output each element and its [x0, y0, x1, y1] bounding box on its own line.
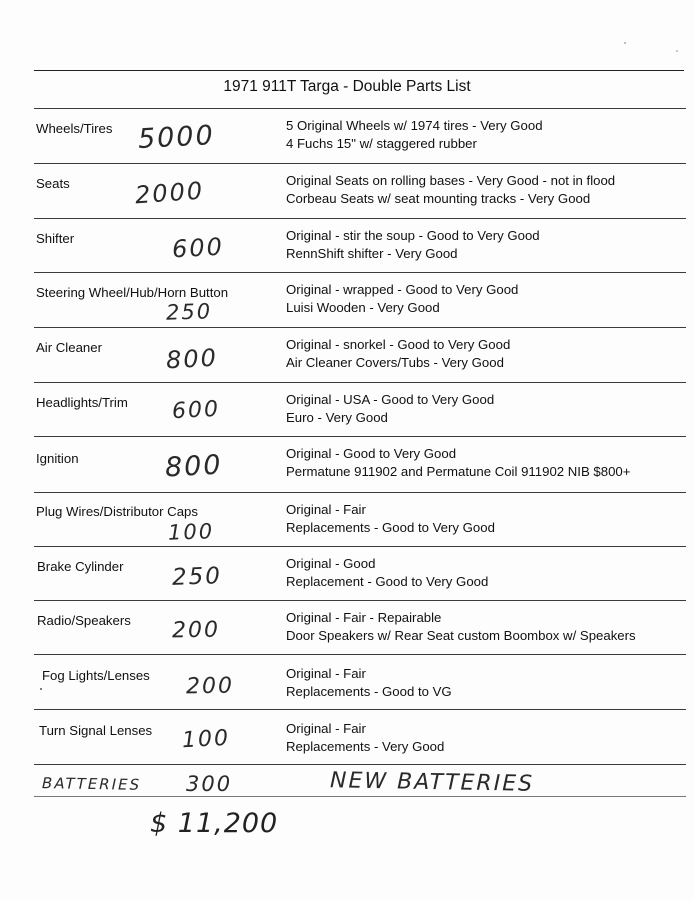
- price-handwritten: 2000: [134, 176, 205, 210]
- handwritten-part: BATTERIES: [41, 774, 142, 794]
- list-item: [0, 438, 694, 492]
- description-line-2: 4 Fuchs 15" w/ staggered rubber: [286, 136, 477, 151]
- description-line-1: Original - Good: [286, 556, 376, 571]
- part-name: Steering Wheel/Hub/Horn Button: [36, 285, 229, 300]
- handwritten-row: [0, 766, 694, 820]
- price-handwritten: 600: [171, 232, 225, 264]
- description-line-1: Original - Fair: [286, 666, 366, 681]
- price-handwritten: 200: [185, 673, 235, 700]
- price-handwritten: 250: [171, 563, 223, 591]
- description-line-1: Original - wrapped - Good to Very Good: [286, 282, 519, 297]
- description-line-1: Original Seats on rolling bases - Very Good - not in flood: [286, 173, 616, 188]
- page-title: 1971 911T Targa - Double Parts List: [223, 78, 471, 95]
- price-handwritten: 250: [165, 299, 213, 325]
- part-name: Seats: [36, 176, 70, 191]
- description-line-1: 5 Original Wheels w/ 1974 tires - Very Good: [286, 118, 543, 133]
- scan-speck: [676, 50, 678, 52]
- list-item: [0, 384, 694, 438]
- description-line-2: RennShift shifter - Very Good: [286, 246, 458, 261]
- description-line-1: Original - snorkel - Good to Very Good: [286, 337, 511, 352]
- scan-speck: [40, 688, 42, 690]
- part-name: Brake Cylinder: [37, 559, 124, 574]
- top-rule: [34, 70, 684, 71]
- description-line-2: Replacement - Good to Very Good: [286, 574, 489, 589]
- row-divider: [34, 163, 686, 164]
- row-divider: [34, 600, 686, 601]
- description-line-1: Original - Fair - Repairable: [286, 610, 442, 625]
- row-divider: [34, 492, 686, 493]
- price-handwritten: 800: [165, 343, 219, 375]
- row-divider: [34, 272, 686, 273]
- row-divider: [34, 382, 686, 383]
- handwritten-underline: [34, 796, 686, 797]
- row-divider: [34, 436, 686, 437]
- part-name: Radio/Speakers: [37, 613, 131, 628]
- scan-speck: [624, 42, 626, 44]
- list-item: [0, 165, 694, 219]
- list-item: [0, 548, 694, 602]
- part-name: Air Cleaner: [36, 340, 102, 355]
- list-item: [0, 711, 694, 765]
- description-line-2: Door Speakers w/ Rear Seat custom Boombox w/ Speakers: [286, 628, 636, 643]
- price-handwritten: 600: [171, 396, 221, 425]
- list-item: [0, 220, 694, 274]
- list-item: [0, 494, 694, 548]
- price-handwritten: 100: [167, 519, 215, 545]
- description-line-1: Original - Good to Very Good: [286, 446, 457, 461]
- part-name: Turn Signal Lenses: [39, 723, 153, 738]
- list-item: [0, 656, 694, 710]
- part-name: Shifter: [36, 231, 75, 246]
- row-divider: [34, 546, 686, 547]
- price-handwritten: 800: [164, 449, 224, 484]
- list-item: [0, 110, 694, 164]
- description-line-1: Original - Fair: [286, 502, 366, 517]
- title-rule: [34, 108, 686, 109]
- description-line-2: Luisi Wooden - Very Good: [286, 300, 440, 315]
- description-line-1: Original - USA - Good to Very Good: [286, 392, 495, 407]
- handwritten-total: $ 11,200: [150, 808, 279, 839]
- description-line-2: Replacements - Very Good: [286, 739, 445, 754]
- row-divider: [34, 327, 686, 328]
- part-name: Fog Lights/Lenses: [42, 668, 150, 683]
- description-line-2: Replacements - Good to Very Good: [286, 520, 495, 535]
- part-name: Wheels/Tires: [36, 121, 113, 136]
- description-line-2: Replacements - Good to VG: [286, 684, 452, 699]
- description-line-1: Original - stir the soup - Good to Very Good: [286, 228, 540, 243]
- list-item: [0, 274, 694, 328]
- price-handwritten: 5000: [137, 120, 216, 155]
- part-name: Ignition: [36, 451, 79, 466]
- handwritten-note: NEW BATTERIES: [329, 768, 535, 797]
- description-line-2: Euro - Very Good: [286, 410, 388, 425]
- list-item: [0, 602, 694, 656]
- handwritten-price: 300: [186, 772, 233, 796]
- description-line-1: Original - Fair: [286, 721, 366, 736]
- part-name: Plug Wires/Distributor Caps: [36, 504, 198, 519]
- description-line-2: Corbeau Seats w/ seat mounting tracks - Very Good: [286, 191, 591, 206]
- part-name: Headlights/Trim: [36, 395, 128, 410]
- list-item: [0, 329, 694, 383]
- price-handwritten: 200: [171, 617, 221, 644]
- row-divider: [34, 764, 686, 765]
- description-line-2: Permatune 911902 and Permatune Coil 911902 NIB $800+: [286, 464, 631, 479]
- row-divider: [34, 654, 686, 655]
- description-line-2: Air Cleaner Covers/Tubs - Very Good: [286, 355, 504, 370]
- row-divider: [34, 218, 686, 219]
- row-divider: [34, 709, 686, 710]
- price-handwritten: 100: [181, 725, 231, 754]
